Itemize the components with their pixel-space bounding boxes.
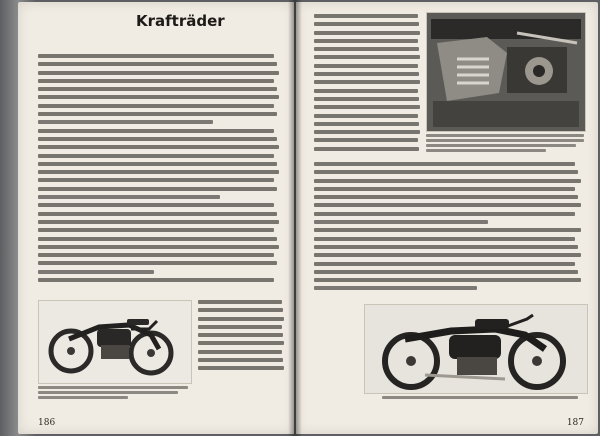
text-line [198,358,283,362]
text-line [38,87,277,91]
text-line [38,79,274,83]
text-line [314,270,578,274]
photo-caption-right [382,396,578,401]
page-number-left: 186 [38,418,56,428]
text-line [38,112,277,116]
text-line [314,278,581,282]
text-line [314,286,477,290]
motorcycle-photo-left [38,300,192,384]
page-number-right: 187 [566,418,584,428]
text-line [38,245,279,249]
text-line [314,262,575,266]
text-line [314,14,418,18]
text-line [314,220,488,224]
text-line [38,228,274,232]
text-line [314,179,581,183]
text-line [314,212,575,216]
body-text-column [314,14,422,155]
text-line [38,71,279,75]
text-line [314,39,418,43]
left-page [18,2,294,434]
text-line [198,341,284,345]
text-line [314,114,418,118]
text-line [38,62,277,66]
text-line [314,253,581,257]
text-line [314,170,578,174]
text-line [198,333,283,337]
text-line [314,80,420,84]
photo-caption-engine [426,134,584,154]
text-line [38,120,213,124]
text-line [314,31,420,35]
text-line [38,137,277,141]
text-line [38,187,277,191]
text-line [314,89,418,93]
text-line [38,154,274,158]
text-line [314,195,578,199]
text-line [38,220,279,224]
text-line [38,104,274,108]
text-line [38,261,277,265]
text-line [314,122,419,126]
text-line [314,228,581,232]
text-line [38,162,277,166]
photo-caption-left [38,386,188,401]
text-line [38,54,274,58]
text-line [38,212,277,216]
text-line [314,55,420,59]
body-text-block [38,54,284,286]
text-line [314,187,575,191]
text-line [314,203,581,207]
text-line [314,162,575,166]
text-line [198,317,284,321]
text-line [314,138,418,142]
text-line [314,147,419,151]
text-line [314,237,575,241]
text-line [314,97,419,101]
text-line [38,203,274,207]
text-line [198,325,282,329]
body-text-column [198,300,286,375]
text-line [38,178,274,182]
text-line [38,253,274,257]
book-gutter [288,0,302,436]
text-line [314,105,420,109]
text-line [38,95,279,99]
text-line [38,170,279,174]
text-line [38,129,274,133]
text-line [38,145,279,149]
text-line [314,47,419,51]
motorcycle-photo-right [364,304,588,394]
text-line [38,278,274,282]
body-text-block [314,162,586,295]
text-line [314,64,418,68]
text-line [198,366,284,370]
text-line [314,72,419,76]
engine-photo [426,12,586,132]
page-title: Krafträder [136,12,225,30]
text-line [314,245,578,249]
text-line [38,195,220,199]
right-page [296,2,598,434]
text-line [314,22,419,26]
text-line [314,130,420,134]
text-line [198,300,282,304]
text-line [38,270,154,274]
text-line [198,308,283,312]
text-line [38,237,277,241]
text-line [198,350,282,354]
